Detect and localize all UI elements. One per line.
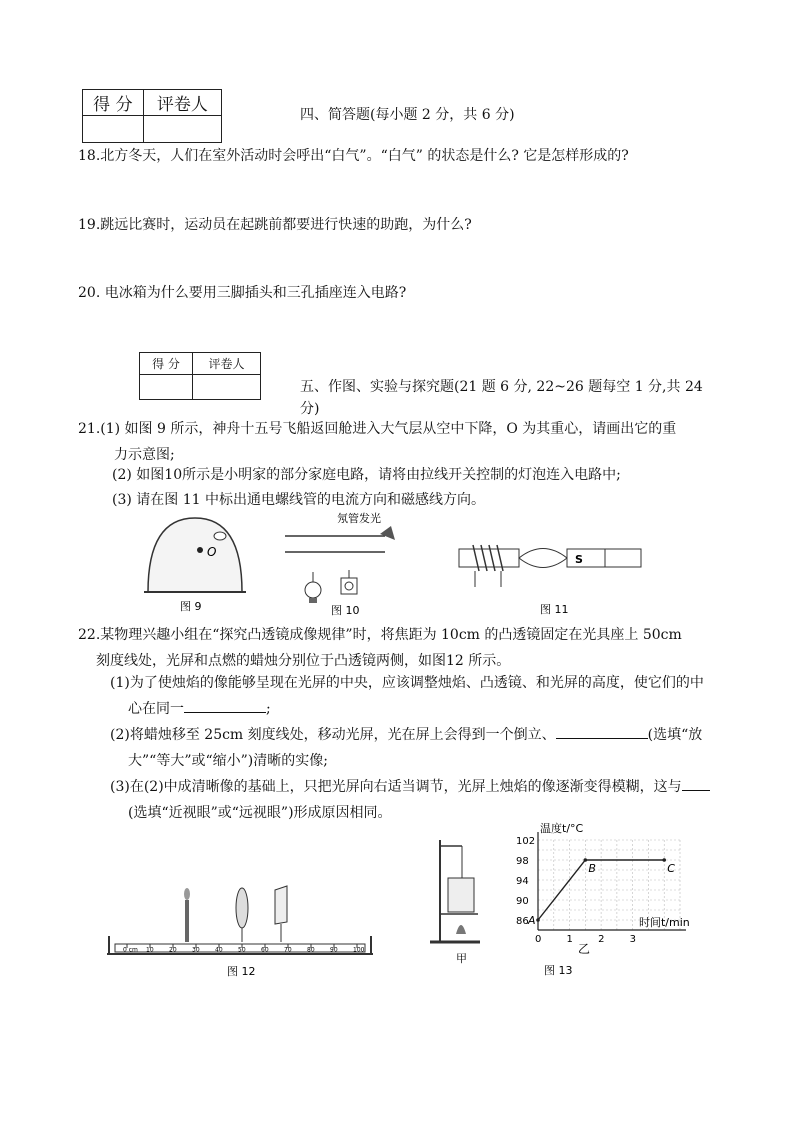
grader-cell[interactable]	[143, 116, 221, 143]
y-tick-label: 94	[516, 876, 529, 887]
point-label: C	[667, 862, 675, 875]
center-of-gravity-dot	[197, 547, 203, 553]
question-19: 19.跳远比赛时，运动员在起跳前都要进行快速的助跑，为什么?	[78, 217, 472, 233]
question-22-2: (2)将蜡烛移至 25cm 刻度线处，移动光屏，光在屏上会得到一个倒立、 (选填“放 大”“等大”或“缩小”)清晰的实像;	[110, 722, 710, 774]
answer-blank-2[interactable]	[556, 724, 648, 739]
x-tick-label: 1	[566, 934, 573, 945]
candle-flame	[184, 888, 190, 900]
point-label: B	[588, 862, 596, 875]
figure-10-circuit	[285, 510, 405, 620]
bulb-icon	[305, 582, 321, 598]
test-pen	[380, 526, 395, 540]
scale-tick-label: 60	[261, 946, 269, 954]
figure-10-caption: 图 10	[331, 604, 360, 617]
figure-12-caption: 图 12	[227, 965, 256, 978]
figure-9-caption: 图 9	[180, 600, 202, 613]
figure-13-caption: 图 13	[544, 964, 573, 977]
figure-13-temperature-chart	[500, 822, 690, 977]
question-20: 20. 电冰箱为什么要用三脚插头和三孔插座连入电路?	[78, 285, 407, 301]
score-header: 得 分	[140, 353, 193, 375]
beaker	[448, 878, 474, 912]
scale-tick-label: 100	[353, 946, 365, 954]
y-tick-label: 86	[516, 916, 529, 927]
figure-12-optical-bench	[105, 830, 380, 980]
scale-tick-label: 70	[284, 946, 292, 954]
alcohol-lamp	[456, 925, 466, 934]
bulb-base	[309, 598, 317, 603]
y-tick-label: 98	[516, 856, 529, 867]
score-header: 得 分	[83, 90, 144, 116]
data-point	[584, 858, 588, 862]
score-table-1	[82, 89, 222, 143]
point-o-label: O	[207, 545, 217, 559]
figure-11-solenoid	[455, 535, 655, 617]
figure-11-caption: 图 11	[540, 603, 569, 616]
y-tick-label: 90	[516, 896, 529, 907]
question-21-1: 21.(1) 如图 9 所示，神舟十五号飞船返回舱进入大气层从空中下降，O 为其重心，请画出它的重 力示意图;	[78, 421, 677, 463]
capsule-body	[148, 518, 242, 592]
x-tick-label: 3	[629, 934, 637, 945]
fig13-jia-label: 甲	[456, 952, 467, 965]
section-5-title: 五、作图、实验与探究题(21 题 6 分, 22~26 题每空 1 分,共 24 分)	[300, 379, 703, 417]
y-axis-label: 温度t/°C	[540, 822, 584, 835]
x-axis-label: 时间t/min	[638, 916, 690, 929]
x-tick-label: 2	[598, 934, 605, 945]
light-screen	[275, 886, 287, 924]
figure-9-capsule	[140, 510, 250, 620]
pull-switch	[341, 578, 357, 594]
convex-lens	[236, 888, 248, 928]
question-21-2: (2) 如图10所示是小明家的部分家庭电路，请将由拉线开关控制的灯泡连入电路中;	[112, 467, 621, 483]
solenoid-core	[459, 549, 519, 567]
question-22-3: (3)在(2)中成清晰像的基础上，只把光屏向右适当调节，光屏上烛焰的像逐渐变得模糊，这与 (选填“近视眼”或“远视眼”)形成原因相同。	[110, 774, 710, 826]
data-point	[662, 858, 666, 862]
s-pole-label: S	[575, 553, 583, 566]
y-tick-label: 102	[516, 836, 536, 847]
figure-13-heating-apparatus	[428, 830, 488, 975]
score-table-2	[139, 352, 261, 400]
scale-tick-label: 50	[238, 946, 246, 954]
scale-tick-label: 90	[330, 946, 338, 954]
data-point	[536, 918, 540, 922]
answer-blank-1[interactable]	[184, 698, 266, 713]
scale-tick-label: 0 cm	[123, 946, 138, 954]
capsule-window	[214, 532, 226, 540]
score-cell[interactable]	[83, 116, 144, 143]
scale-tick-label: 10	[146, 946, 154, 954]
scale-tick-label: 20	[169, 946, 177, 954]
question-18: 18.北方冬天，人们在室外活动时会呼出“白气”。“白气” 的状态是什么? 它是怎样形成的?	[78, 148, 629, 164]
question-22: 22.某物理兴趣小组在“探究凸透镜成像规律”时，将焦距为 10cm 的凸透镜固定在光具座上 50cm 刻度线处，光屏和点燃的蜡烛分别位于凸透镜两侧，如图12 所示。	[78, 627, 682, 669]
grader-header: 评卷人	[192, 353, 260, 375]
chart-ticks	[516, 836, 636, 945]
grader-cell[interactable]	[192, 375, 260, 400]
candle	[185, 900, 189, 942]
scale-tick-label: 80	[307, 946, 315, 954]
scale-tick-label: 40	[215, 946, 223, 954]
neon-tube-label: 氖管发光	[337, 512, 381, 525]
question-21-3: (3) 请在图 11 中标出通电螺线管的电流方向和磁感线方向。	[112, 492, 485, 508]
magnetic-field-lines	[519, 549, 567, 568]
x-tick-label: 0	[535, 934, 542, 945]
answer-blank-3[interactable]	[682, 776, 710, 791]
score-cell[interactable]	[140, 375, 193, 400]
question-22-1: (1)为了使烛焰的像能够呈现在光屏的中央，应该调整烛焰、凸透镜、和光屏的高度，使它们的中 心在同一 ;	[110, 675, 704, 717]
section-4-title: 四、简答题(每小题 2 分，共 6 分)	[300, 107, 515, 123]
fig13-yi-label: 乙	[578, 942, 591, 956]
grader-header: 评卷人	[143, 90, 221, 116]
scale-tick-label: 30	[192, 946, 200, 954]
point-label: A	[528, 914, 536, 927]
